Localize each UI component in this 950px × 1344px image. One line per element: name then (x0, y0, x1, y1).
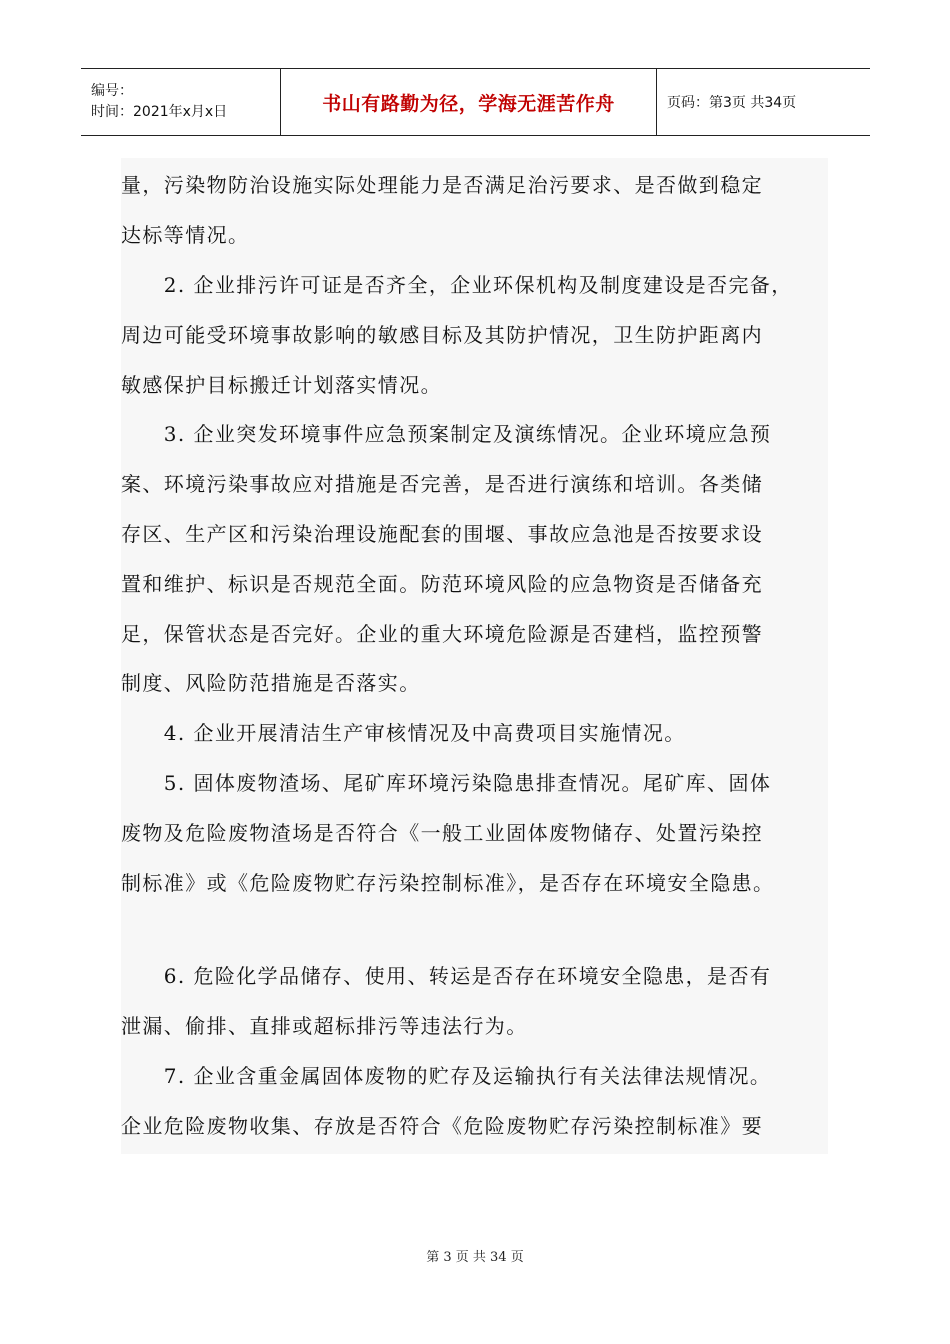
header-motto: 书山有路勤为径，学海无涯苦作舟 (281, 69, 657, 135)
body-line: 达标等情况。 (121, 223, 250, 247)
body-line: 5. 固体废物渣场、尾矿库环境污染隐患排查情况。尾矿库、固体 (121, 771, 772, 795)
document-date-label: 时间：2021年x月x日 (91, 104, 228, 120)
body-line: 案、环境污染事故应对措施是否完善，是否进行演练和培训。各类储 (121, 472, 763, 496)
body-line: 置和维护、标识是否规范全面。防范环境风险的应急物资是否储备充 (121, 572, 763, 596)
header-meta (81, 69, 281, 135)
page-footer: 第 3 页 共 34 页 (426, 1250, 524, 1265)
body-line: 7. 企业含重金属固体废物的贮存及运输执行有关法律法规情况。 (121, 1064, 772, 1088)
body-line: 量，污染物防治设施实际处理能力是否满足治污要求、是否做到稳定 (121, 173, 763, 197)
body-line: 企业危险废物收集、存放是否符合《危险废物贮存污染控制标准》要 (121, 1114, 763, 1138)
body-line: 制标准》或《危险废物贮存污染控制标准》，是否存在环境安全隐患。 (121, 871, 775, 895)
body-line: 敏感保护目标搬迁计划落实情况。 (121, 373, 442, 397)
header-page-number: 页码：第3页 共34页 (667, 95, 797, 111)
page-header (81, 68, 870, 136)
document-number-label: 编号： (91, 83, 133, 99)
body-line: 3. 企业突发环境事件应急预案制定及演练情况。企业环境应急预 (121, 422, 772, 446)
body-line: 4. 企业开展清洁生产审核情况及中高费项目实施情况。 (121, 721, 686, 745)
document-body (121, 158, 828, 1154)
body-line: 废物及危险废物渣场是否符合《一般工业固体废物储存、处置污染控 (121, 821, 763, 845)
body-line: 存区、生产区和污染治理设施配套的围堰、事故应急池是否按要求设 (121, 522, 763, 546)
body-line: 周边可能受环境事故影响的敏感目标及其防护情况，卫生防护距离内 (121, 323, 763, 347)
body-line: 泄漏、偷排、直排或超标排污等违法行为。 (121, 1014, 528, 1038)
body-line: 制度、风险防范措施是否落实。 (121, 671, 421, 695)
body-line: 2. 企业排污许可证是否齐全，企业环保机构及制度建设是否完备， (121, 273, 793, 297)
body-line: 足，保管状态是否完好。企业的重大环境危险源是否建档，监控预警 (121, 622, 763, 646)
body-line: 6. 危险化学品储存、使用、转运是否存在环境安全隐患，是否有 (121, 964, 772, 988)
